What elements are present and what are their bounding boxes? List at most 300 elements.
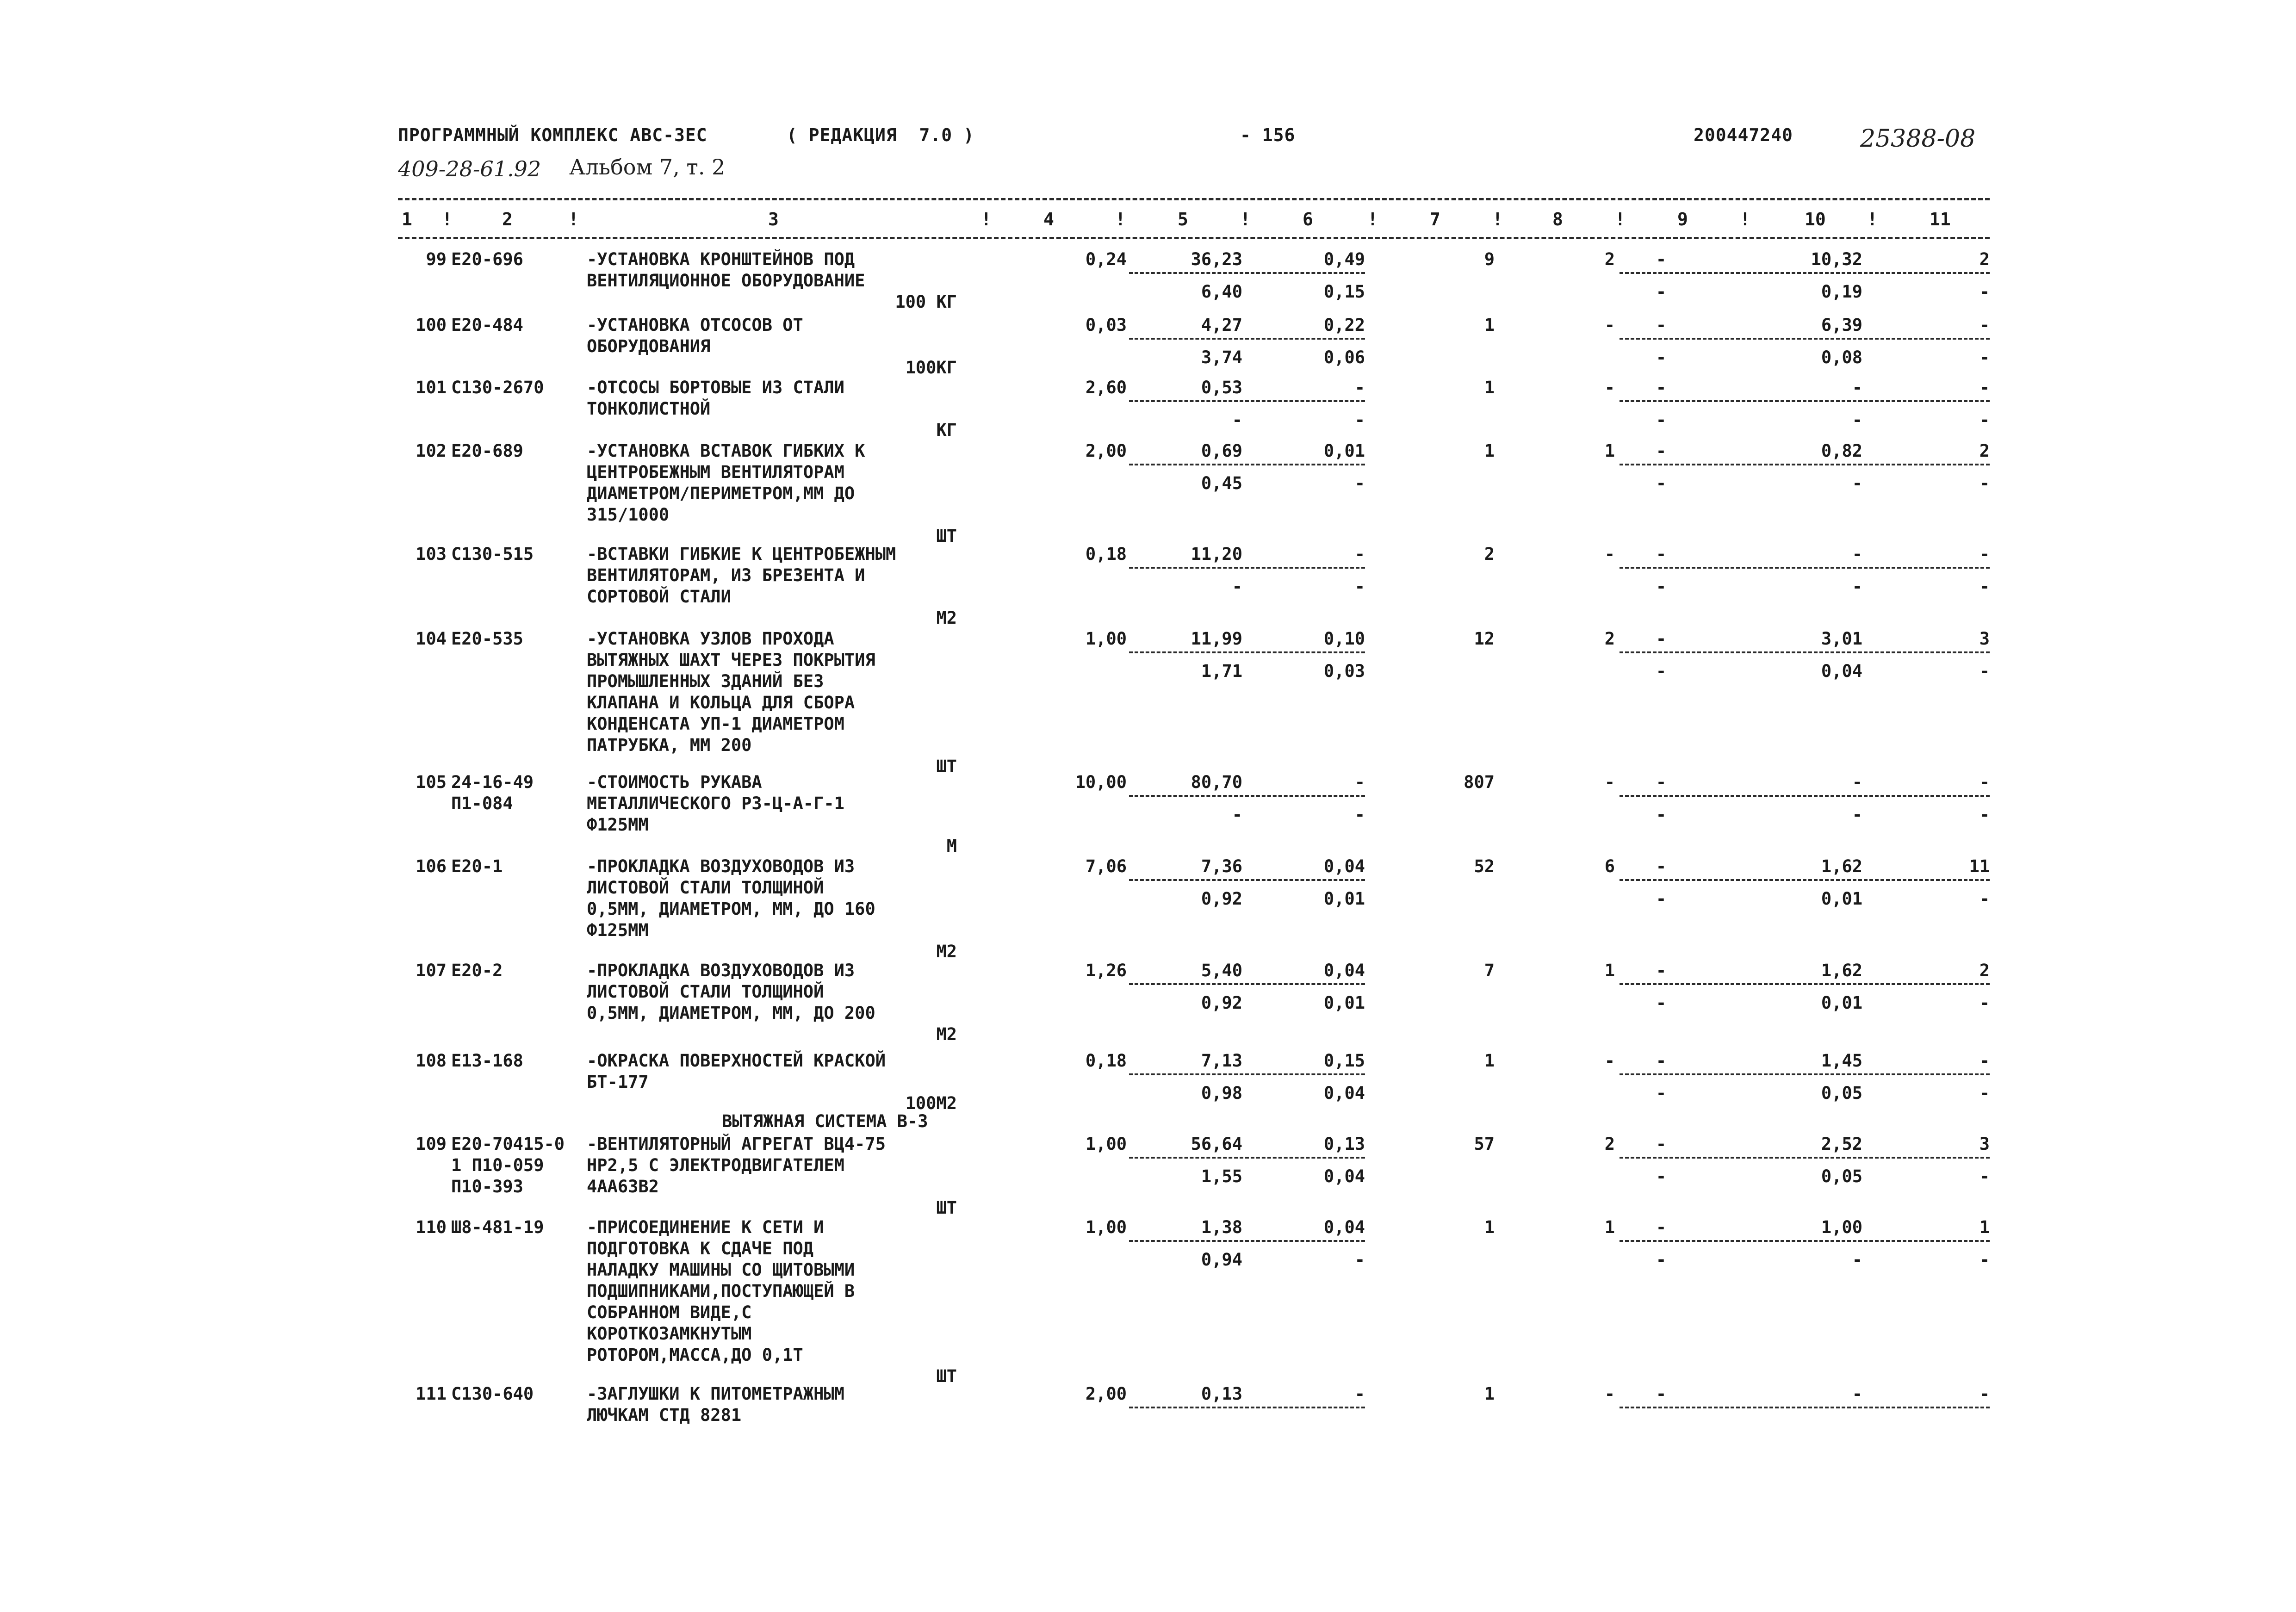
cell-col-4: 2,60 (1085, 378, 1127, 397)
cell-col-6: 0,10 (1323, 629, 1365, 649)
row-description: СОРТОВОЙ СТАЛИ (587, 587, 731, 607)
cell-col-6-secondary: - (1354, 410, 1365, 430)
cell-col-10-secondary: 0,01 (1821, 993, 1862, 1013)
section-title: ВЫТЯЖНАЯ СИСТЕМА В-3 (722, 1111, 928, 1131)
row-separator (1620, 338, 1990, 340)
cell-col-5-secondary: 0,98 (1201, 1083, 1242, 1103)
cell-col-10-secondary: - (1852, 805, 1862, 825)
cell-col-5-secondary: 0,92 (1201, 889, 1242, 909)
cell-col-9-secondary: - (1656, 1083, 1667, 1103)
row-description: ВЫТЯЖНЫХ ШАХТ ЧЕРЕЗ ПОКРЫТИЯ (587, 650, 875, 670)
cell-col-11: 2 (1979, 441, 1990, 461)
cell-col-6-secondary: - (1354, 577, 1365, 596)
row-separator (1620, 400, 1990, 402)
row-description: -ПРОКЛАДКА ВОЗДУХОВОДОВ ИЗ (587, 856, 855, 876)
cell-col-7: 57 (1474, 1134, 1495, 1154)
column-separator: ! (1740, 209, 1750, 229)
row-code: 1 П10-059 (451, 1155, 544, 1175)
row-separator (1129, 651, 1365, 653)
cell-col-11: - (1979, 315, 1990, 335)
cell-col-10: - (1852, 544, 1862, 564)
cell-col-5-secondary: 0,92 (1201, 993, 1242, 1013)
row-code: С130-640 (451, 1384, 534, 1404)
cell-col-11: - (1979, 1051, 1990, 1071)
row-description: -ЗАГЛУШКИ К ПИТОМЕТРАЖНЫМ (587, 1384, 844, 1404)
cell-col-6-secondary: 0,06 (1323, 347, 1365, 367)
row-separator (1129, 272, 1365, 274)
row-code: Е20-696 (451, 249, 523, 269)
row-description: ЦЕНТРОБЕЖНЫМ ВЕНТИЛЯТОРАМ (587, 462, 844, 482)
row-unit: М (946, 836, 957, 856)
cell-col-8: 2 (1604, 1134, 1615, 1154)
cell-col-6: - (1354, 1384, 1365, 1404)
cell-col-8: 1 (1604, 441, 1615, 461)
row-unit: 100КГ (905, 358, 957, 378)
row-description: -ПРИСОЕДИНЕНИЕ К СЕТИ И (587, 1217, 824, 1237)
cell-col-4: 0,18 (1085, 1051, 1127, 1071)
row-code: П1-084 (451, 794, 513, 813)
column-separator: ! (1367, 209, 1378, 229)
cell-col-10: 6,39 (1821, 315, 1862, 335)
row-unit: М2 (936, 608, 957, 628)
row-separator (1620, 1073, 1990, 1075)
row-separator (1129, 1240, 1365, 1242)
cell-col-6: 0,04 (1323, 1217, 1365, 1237)
cell-col-9: - (1656, 249, 1667, 269)
row-number: 104 (416, 629, 447, 649)
cell-col-11-secondary: - (1979, 993, 1990, 1013)
row-description: ЛЮЧКАМ СТД 8281 (587, 1405, 742, 1425)
row-description: -УСТАНОВКА ВСТАВОК ГИБКИХ К (587, 441, 865, 461)
cell-col-9-secondary: - (1656, 661, 1667, 681)
cell-col-8: 2 (1604, 249, 1615, 269)
cell-col-11-secondary: - (1979, 1166, 1990, 1186)
cell-col-11-secondary: - (1979, 473, 1990, 493)
cell-col-8: - (1604, 544, 1615, 564)
row-separator (1129, 567, 1365, 569)
cell-col-8: 1 (1604, 1217, 1615, 1237)
cell-col-7: 1 (1484, 441, 1495, 461)
cell-col-11: - (1979, 544, 1990, 564)
row-description: НР2,5 С ЭЛЕКТРОДВИГАТЕЛЕМ (587, 1155, 844, 1175)
cell-col-5-secondary: 6,40 (1201, 282, 1242, 302)
cell-col-11: 2 (1979, 961, 1990, 980)
cell-col-11-secondary: - (1979, 577, 1990, 596)
cell-col-9-secondary: - (1656, 805, 1667, 825)
cell-col-6: 0,15 (1323, 1051, 1365, 1071)
column-header-5: 5 (1178, 209, 1188, 229)
cell-col-5-secondary: 3,74 (1201, 347, 1242, 367)
cell-col-10-secondary: 0,01 (1821, 889, 1862, 909)
row-unit: М2 (936, 1024, 957, 1044)
row-description: РОТОРОМ,МАССА,ДО 0,1Т (587, 1345, 803, 1365)
column-header-7: 7 (1430, 209, 1440, 229)
row-unit: ШТ (936, 526, 957, 546)
row-separator (1620, 651, 1990, 653)
cell-col-9-secondary: - (1656, 1166, 1667, 1186)
row-description: -УСТАНОВКА КРОНШТЕЙНОВ ПОД (587, 249, 855, 269)
cell-col-9: - (1656, 1051, 1667, 1071)
cell-col-10: 0,82 (1821, 441, 1862, 461)
cell-col-11-secondary: - (1979, 661, 1990, 681)
row-separator (1620, 795, 1990, 797)
cell-col-6-secondary: 0,01 (1323, 993, 1365, 1013)
column-header-9: 9 (1677, 209, 1688, 229)
cell-col-7: 1 (1484, 1051, 1495, 1071)
row-description: КЛАПАНА И КОЛЬЦА ДЛЯ СБОРА (587, 693, 855, 713)
cell-col-11: 3 (1979, 629, 1990, 649)
row-number: 106 (416, 856, 447, 876)
cell-col-9: - (1656, 772, 1667, 792)
cell-col-11-secondary: - (1979, 1083, 1990, 1103)
row-description: ТОНКОЛИСТНОЙ (587, 399, 711, 419)
cell-col-10-secondary: - (1852, 473, 1862, 493)
cell-col-7: 1 (1484, 378, 1495, 397)
column-header-3: 3 (768, 209, 779, 229)
cell-col-9: - (1656, 441, 1667, 461)
cell-col-10-secondary: - (1852, 410, 1862, 430)
row-code: С130-2670 (451, 378, 544, 397)
row-description: -УСТАНОВКА ОТСОСОВ ОТ (587, 315, 803, 335)
header-rule (398, 237, 1990, 239)
column-separator: ! (1115, 209, 1126, 229)
cell-col-7: 807 (1464, 772, 1495, 792)
column-separator: ! (568, 209, 579, 229)
cell-col-8: - (1604, 378, 1615, 397)
cell-col-4: 1,00 (1085, 1134, 1127, 1154)
cell-col-6-secondary: 0,15 (1323, 282, 1365, 302)
row-description: ВЕНТИЛЯЦИОННОЕ ОБОРУДОВАНИЕ (587, 271, 865, 291)
cell-col-4: 0,24 (1085, 249, 1127, 269)
cell-col-5: 7,13 (1201, 1051, 1242, 1071)
row-number: 103 (416, 544, 447, 564)
cell-col-11-secondary: - (1979, 282, 1990, 302)
row-unit: ШТ (936, 1366, 957, 1386)
cell-col-9-secondary: - (1656, 473, 1667, 493)
cell-col-10: 10,32 (1811, 249, 1862, 269)
cell-col-9: - (1656, 315, 1667, 335)
cell-col-4: 7,06 (1085, 856, 1127, 876)
row-number: 102 (416, 441, 447, 461)
cell-col-9: - (1656, 378, 1667, 397)
cell-col-5-secondary: 1,71 (1201, 661, 1242, 681)
page-number: - 156 (1240, 125, 1296, 145)
cell-col-10: 3,01 (1821, 629, 1862, 649)
cell-col-5: 5,40 (1201, 961, 1242, 980)
cell-col-5: 56,64 (1191, 1134, 1242, 1154)
cell-col-4: 1,26 (1085, 961, 1127, 980)
row-separator (1129, 464, 1365, 465)
row-unit: ШТ (936, 756, 957, 776)
cell-col-8: - (1604, 1051, 1615, 1071)
cell-col-7: 1 (1484, 1384, 1495, 1404)
cell-col-11-secondary: - (1979, 347, 1990, 367)
row-separator (1620, 567, 1990, 569)
cell-col-5-secondary: - (1232, 577, 1242, 596)
cell-col-11-secondary: - (1979, 410, 1990, 430)
cell-col-9-secondary: - (1656, 889, 1667, 909)
cell-col-6-secondary: 0,04 (1323, 1166, 1365, 1186)
handwritten-code: 25388-08 (1860, 125, 1976, 153)
row-description: НАЛАДКУ МАШИНЫ СО ЩИТОВЫМИ (587, 1260, 855, 1280)
row-separator (1129, 983, 1365, 985)
row-description: 0,5ММ, ДИАМЕТРОМ, ММ, ДО 160 (587, 899, 875, 919)
row-number: 110 (416, 1217, 447, 1237)
row-code: Е20-484 (451, 315, 523, 335)
row-description: СОБРАННОМ ВИДЕ,С (587, 1302, 752, 1322)
row-description: ВЕНТИЛЯТОРАМ, ИЗ БРЕЗЕНТА И (587, 565, 865, 585)
row-number: 105 (416, 772, 447, 792)
row-description: КОНДЕНСАТА УП-1 ДИАМЕТРОМ (587, 714, 844, 734)
cell-col-10-secondary: 0,19 (1821, 282, 1862, 302)
cell-col-10: 1,00 (1821, 1217, 1862, 1237)
cell-col-8: 2 (1604, 629, 1615, 649)
cell-col-10: - (1852, 1384, 1862, 1404)
row-code: Е20-2 (451, 961, 503, 980)
cell-col-5-secondary: 0,45 (1201, 473, 1242, 493)
cell-col-6: 0,04 (1323, 856, 1365, 876)
top-rule (398, 198, 1990, 200)
row-unit: М2 (936, 942, 957, 961)
cell-col-7: 52 (1474, 856, 1495, 876)
cell-col-11-secondary: - (1979, 889, 1990, 909)
row-separator (1129, 1073, 1365, 1075)
edition-label: ( РЕДАКЦИЯ 7.0 ) (787, 125, 974, 145)
cell-col-4: 0,18 (1085, 544, 1127, 564)
cell-col-5-secondary: 1,55 (1201, 1166, 1242, 1186)
row-code: Е20-535 (451, 629, 523, 649)
cell-col-4: 1,00 (1085, 1217, 1127, 1237)
handwritten-reference: 409-28-61.92 (398, 156, 541, 181)
row-description: Ф125ММ (587, 815, 649, 835)
cell-col-10-secondary: - (1852, 1250, 1862, 1270)
cell-col-10: - (1852, 772, 1862, 792)
row-code: П10-393 (451, 1177, 523, 1197)
cell-col-4: 1,00 (1085, 629, 1127, 649)
cell-col-9: - (1656, 856, 1667, 876)
cell-col-11: - (1979, 1384, 1990, 1404)
cell-col-7: 1 (1484, 1217, 1495, 1237)
column-separator: ! (442, 209, 453, 229)
row-separator (1620, 1407, 1990, 1408)
cell-col-10: 2,52 (1821, 1134, 1862, 1154)
cell-col-5: 11,20 (1191, 544, 1242, 564)
cell-col-9-secondary: - (1656, 993, 1667, 1013)
row-description: -ОКРАСКА ПОВЕРХНОСТЕЙ КРАСКОЙ (587, 1051, 886, 1071)
cell-col-10: - (1852, 378, 1862, 397)
column-separator: ! (1615, 209, 1626, 229)
cell-col-10-secondary: 0,04 (1821, 661, 1862, 681)
cell-col-10: 1,45 (1821, 1051, 1862, 1071)
cell-col-5: 36,23 (1191, 249, 1242, 269)
row-description: БТ-177 (587, 1072, 649, 1092)
cell-col-9: - (1656, 1217, 1667, 1237)
cell-col-10-secondary: - (1852, 577, 1862, 596)
row-separator (1129, 879, 1365, 881)
row-description: 4АА63В2 (587, 1177, 659, 1197)
row-description: КОРОТКОЗАМКНУТЫМ (587, 1324, 752, 1344)
cell-col-6-secondary: - (1354, 473, 1365, 493)
cell-col-9-secondary: - (1656, 577, 1667, 596)
row-separator (1620, 983, 1990, 985)
row-description: ПОДГОТОВКА К СДАЧЕ ПОД (587, 1239, 814, 1259)
cell-col-8: - (1604, 1384, 1615, 1404)
cell-col-8: 6 (1604, 856, 1615, 876)
cell-col-7: 9 (1484, 249, 1495, 269)
row-description: -УСТАНОВКА УЗЛОВ ПРОХОДА (587, 629, 834, 649)
column-header-8: 8 (1552, 209, 1563, 229)
program-title: ПРОГРАММНЫЙ КОМПЛЕКС АВС-ЗЕС (398, 125, 707, 145)
row-description: -ВЕНТИЛЯТОРНЫЙ АГРЕГАТ ВЦ4-75 (587, 1134, 886, 1154)
cell-col-6: 0,49 (1323, 249, 1365, 269)
cell-col-6-secondary: 0,04 (1323, 1083, 1365, 1103)
cell-col-11-secondary: - (1979, 1250, 1990, 1270)
row-number: 111 (416, 1384, 447, 1404)
row-number: 109 (416, 1134, 447, 1154)
cell-col-10-secondary: 0,05 (1821, 1166, 1862, 1186)
cell-col-8: - (1604, 772, 1615, 792)
row-number: 99 (426, 249, 447, 269)
row-code: Ш8-481-19 (451, 1217, 544, 1237)
row-separator (1620, 879, 1990, 881)
row-description: ДИАМЕТРОМ/ПЕРИМЕТРОМ,ММ ДО (587, 484, 855, 503)
cell-col-5: 1,38 (1201, 1217, 1242, 1237)
row-description: Ф125ММ (587, 920, 649, 940)
row-code: 24-16-49 (451, 772, 534, 792)
cell-col-7: 2 (1484, 544, 1495, 564)
row-description: -СТОИМОСТЬ РУКАВА (587, 772, 762, 792)
cell-col-6: - (1354, 772, 1365, 792)
row-code: Е20-70415-0 (451, 1134, 565, 1154)
cell-col-4: 2,00 (1085, 441, 1127, 461)
column-header-6: 6 (1303, 209, 1313, 229)
column-separator: ! (981, 209, 992, 229)
cell-col-6: 0,13 (1323, 1134, 1365, 1154)
column-separator: ! (1240, 209, 1251, 229)
cell-col-4: 2,00 (1085, 1384, 1127, 1404)
row-code: Е20-1 (451, 856, 503, 876)
cell-col-11: 11 (1969, 856, 1990, 876)
cell-col-5-secondary: - (1232, 805, 1242, 825)
row-separator (1129, 338, 1365, 340)
row-code: Е20-689 (451, 441, 523, 461)
column-header-4: 4 (1043, 209, 1054, 229)
row-description: -ОТСОСЫ БОРТОВЫЕ ИЗ СТАЛИ (587, 378, 844, 397)
cell-col-5: 11,99 (1191, 629, 1242, 649)
row-separator (1129, 795, 1365, 797)
cell-col-11: 2 (1979, 249, 1990, 269)
column-header-10: 10 (1805, 209, 1826, 229)
cell-col-6-secondary: 0,01 (1323, 889, 1365, 909)
cell-col-10: 1,62 (1821, 856, 1862, 876)
row-code: С130-515 (451, 544, 534, 564)
row-description: 315/1000 (587, 505, 670, 525)
cell-col-6-secondary: - (1354, 1250, 1365, 1270)
row-description: МЕТАЛЛИЧЕСКОГО РЗ-Ц-А-Г-1 (587, 794, 844, 813)
album-label: Альбом 7, т. 2 (569, 155, 726, 180)
cell-col-6: 0,01 (1323, 441, 1365, 461)
row-description: ОБОРУДОВАНИЯ (587, 336, 711, 356)
row-description: ЛИСТОВОЙ СТАЛИ ТОЛЩИНОЙ (587, 878, 824, 898)
row-unit: ШТ (936, 1198, 957, 1218)
cell-col-8: - (1604, 315, 1615, 335)
cell-col-9: - (1656, 1134, 1667, 1154)
cell-col-10-secondary: 0,05 (1821, 1083, 1862, 1103)
cell-col-6-secondary: 0,03 (1323, 661, 1365, 681)
cell-col-9: - (1656, 629, 1667, 649)
row-unit: 100М2 (905, 1093, 957, 1113)
cell-col-6: - (1354, 544, 1365, 564)
cell-col-5-secondary: 0,94 (1201, 1250, 1242, 1270)
row-number: 108 (416, 1051, 447, 1071)
cell-col-11: - (1979, 772, 1990, 792)
cell-col-6-secondary: - (1354, 805, 1365, 825)
row-description: ПАТРУБКА, ММ 200 (587, 735, 752, 755)
row-number: 107 (416, 961, 447, 980)
column-header-11: 11 (1930, 209, 1951, 229)
row-separator (1620, 464, 1990, 465)
cell-col-10-secondary: 0,08 (1821, 347, 1862, 367)
cell-col-5: 0,53 (1201, 378, 1242, 397)
cell-col-11: 3 (1979, 1134, 1990, 1154)
row-unit: 100 КГ (895, 292, 957, 312)
row-separator (1620, 272, 1990, 274)
cell-col-4: 10,00 (1075, 772, 1127, 792)
column-separator: ! (1867, 209, 1878, 229)
cell-col-7: 7 (1484, 961, 1495, 980)
document-number: 200447240 (1694, 125, 1793, 145)
row-separator (1620, 1157, 1990, 1159)
row-separator (1129, 400, 1365, 402)
column-separator: ! (1492, 209, 1503, 229)
row-description: 0,5ММ, ДИАМЕТРОМ, ММ, ДО 200 (587, 1003, 875, 1023)
cell-col-11: - (1979, 378, 1990, 397)
row-separator (1620, 1240, 1990, 1242)
cell-col-5: 4,27 (1201, 315, 1242, 335)
row-description: ПРОМЫШЛЕННЫХ ЗДАНИЙ БЕЗ (587, 671, 824, 691)
cell-col-4: 0,03 (1085, 315, 1127, 335)
cell-col-9-secondary: - (1656, 1250, 1667, 1270)
cell-col-6: 0,04 (1323, 961, 1365, 980)
cell-col-10: 1,62 (1821, 961, 1862, 980)
column-header-2: 2 (502, 209, 513, 229)
column-header-1: 1 (402, 209, 412, 229)
cell-col-7: 12 (1474, 629, 1495, 649)
cell-col-9-secondary: - (1656, 282, 1667, 302)
cell-col-6: 0,22 (1323, 315, 1365, 335)
row-code: Е13-168 (451, 1051, 523, 1071)
cell-col-5: 7,36 (1201, 856, 1242, 876)
row-description: ЛИСТОВОЙ СТАЛИ ТОЛЩИНОЙ (587, 982, 824, 1002)
row-number: 101 (416, 378, 447, 397)
cell-col-7: 1 (1484, 315, 1495, 335)
cell-col-11: 1 (1979, 1217, 1990, 1237)
cell-col-9: - (1656, 1384, 1667, 1404)
row-description: -ВСТАВКИ ГИБКИЕ К ЦЕНТРОБЕЖНЫМ (587, 544, 896, 564)
cell-col-9-secondary: - (1656, 347, 1667, 367)
cell-col-6: - (1354, 378, 1365, 397)
cell-col-9-secondary: - (1656, 410, 1667, 430)
row-separator (1129, 1157, 1365, 1159)
cell-col-8: 1 (1604, 961, 1615, 980)
row-unit: КГ (936, 420, 957, 440)
cell-col-5: 80,70 (1191, 772, 1242, 792)
cell-col-9: - (1656, 544, 1667, 564)
cell-col-11-secondary: - (1979, 805, 1990, 825)
cell-col-9: - (1656, 961, 1667, 980)
row-description: ПОДШИПНИКАМИ,ПОСТУПАЮЩЕЙ В (587, 1281, 855, 1301)
row-separator (1129, 1407, 1365, 1408)
